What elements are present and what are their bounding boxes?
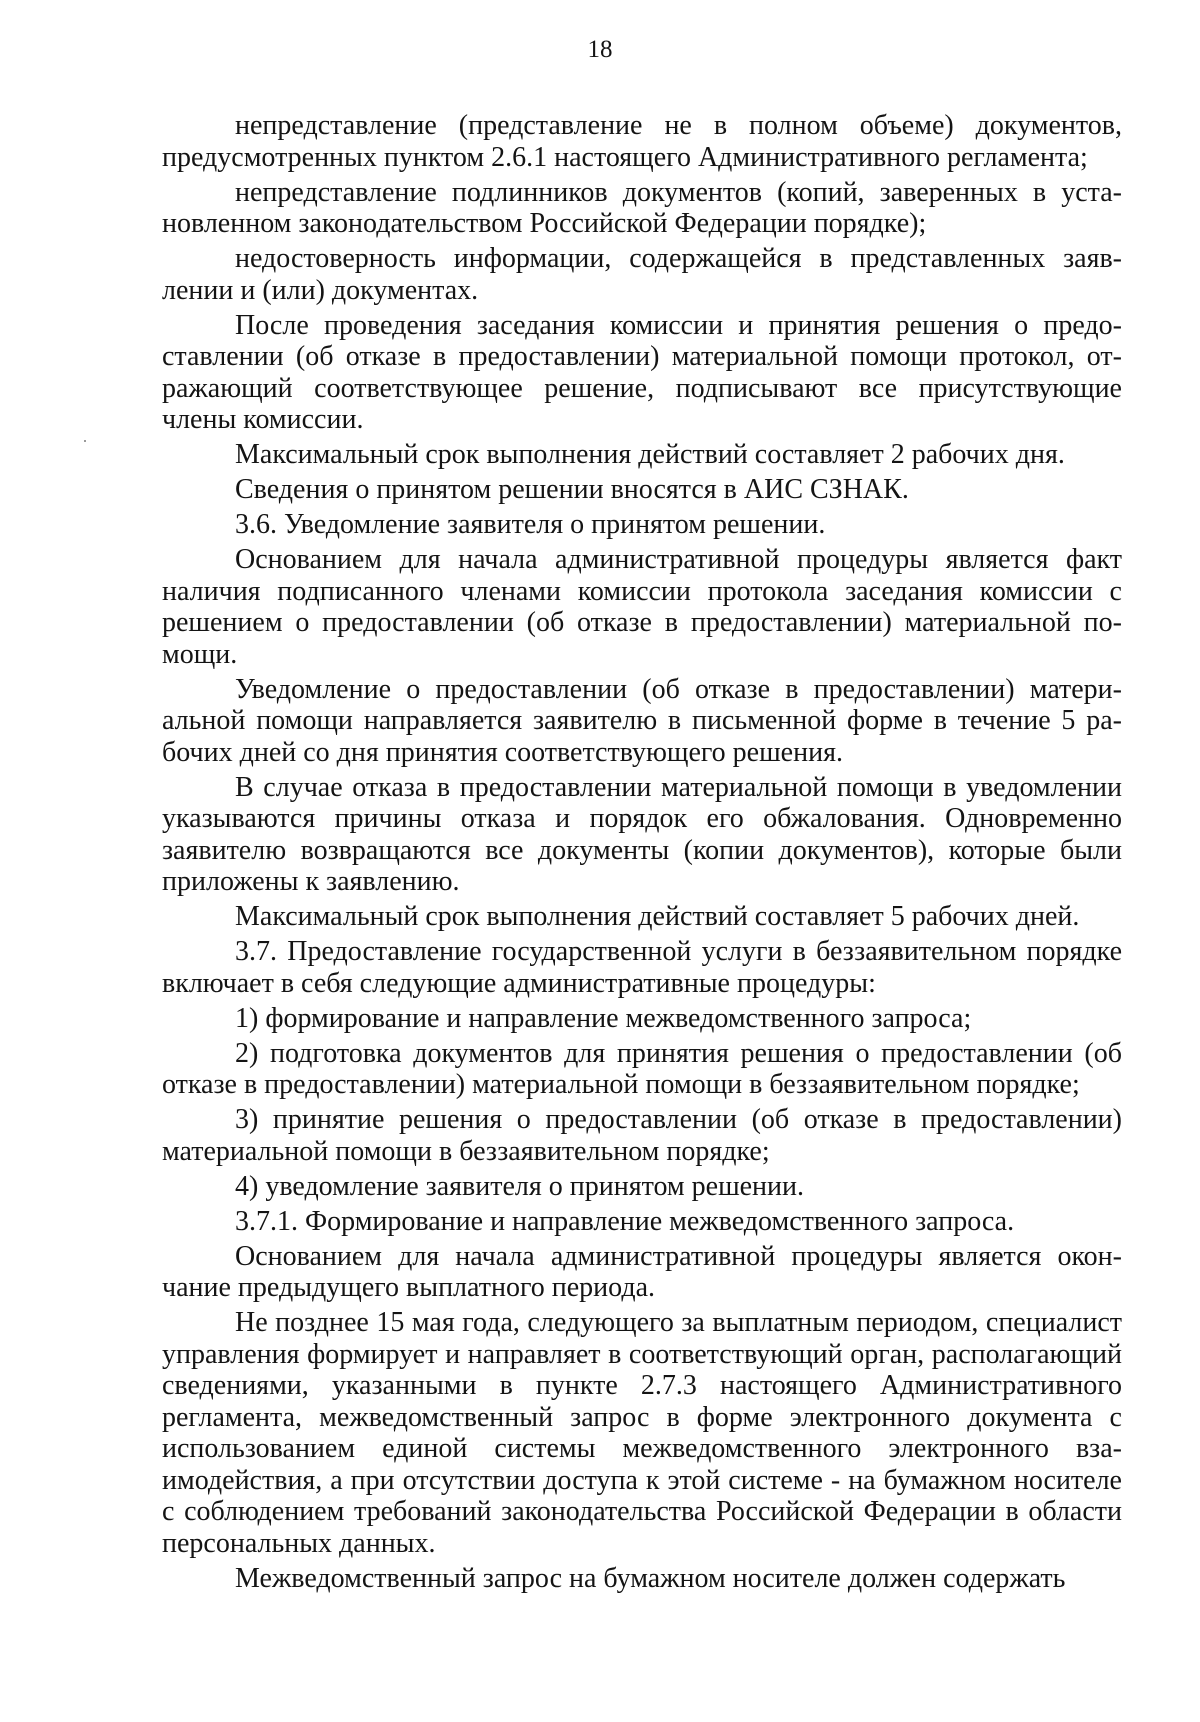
document-body bbox=[162, 110, 1122, 1598]
list-item: 3) принятие решения о предоставлении (об отказе в предоставлении) материальной помощи в беззаявительном порядке; bbox=[162, 1104, 1122, 1167]
paragraph: В случае отказа в предоставлении материальной помощи в уведомлении указываются причины отказа и порядок его обжалования. Одновременно заявителю возвращаются все документы (копии документов), которые были приложены к заявлению. bbox=[162, 771, 1122, 897]
paragraph: недостоверность информации, содержащейся в представленных заявлении и (или) документах. bbox=[162, 243, 1122, 306]
paragraph: Основанием для начала административной процедуры является факт наличия подписанного членами комиссии протокола заседания комиссии с решением о предоставлении (об отказе в предоставлении) материальной помощи. bbox=[162, 544, 1122, 670]
page-number: 18 bbox=[587, 36, 613, 63]
list-item: 4) уведомление заявителя о принятом решении. bbox=[235, 1170, 805, 1202]
paragraph: непредставление (представление не в полном объеме) документов, предусмотренных пунктом 2.6.1 настоящего Административного регламента; bbox=[162, 110, 1122, 173]
paragraph: Основанием для начала административной процедуры является окончание предыдущего выплатного периода. bbox=[162, 1240, 1122, 1303]
section-heading: 3.7.1. Формирование и направление межведомственного запроса. bbox=[235, 1205, 1015, 1237]
paragraph: непредставление подлинников документов (копий, заверенных в установленном законодательством Российской Федерации порядке); bbox=[162, 176, 1122, 239]
paragraph: Максимальный срок выполнения действий составляет 5 рабочих дней. bbox=[235, 901, 1080, 932]
paragraph: Уведомление о предоставлении (об отказе в предоставлении) материальной помощи направляется заявителю в письменной форме в течение 5 рабочих дней со дня принятия соответствующего решения. bbox=[162, 673, 1122, 768]
list-item: 1) формирование и направление межведомственного запроса; bbox=[235, 1002, 972, 1034]
paragraph: Не позднее 15 мая года, следующего за выплатным периодом, специалист управления формирует и направляет в соответствующий орган, располагающий сведениями, указанными в пункте 2.7.3 настоящего Административного регламента, межведомственный запрос в форме электронного документа с использованием единой системы межведомственного электронного взаимодействия, а при отсутствии доступа к этой системе - на бумажном носителе с соблюдением требований законодательства Российской Федерации в области персональных данных. bbox=[162, 1307, 1122, 1559]
section-heading: 3.7. Предоставление государственной услуги в беззаявительном порядке включает в себя следующие административные процедуры: bbox=[162, 936, 1122, 999]
scan-speck bbox=[84, 440, 86, 442]
paragraph: Сведения о принятом решении вносятся в АИС СЗНАК. bbox=[235, 474, 909, 505]
paragraph: После проведения заседания комиссии и принятия решения о предоставлении (об отказе в предоставлении) материальной помощи протокол, отражающий соответствующее решение, подписывают все присутствующие члены комиссии. bbox=[162, 309, 1122, 435]
paragraph: Межведомственный запрос на бумажном носителе должен содержать bbox=[235, 1562, 1066, 1594]
paragraph: Максимальный срок выполнения действий составляет 2 рабочих дня. bbox=[235, 439, 1065, 470]
list-item: 2) подготовка документов для принятия решения о предоставлении (об отказе в предоставлении) материальной помощи в беззаявительном порядке; bbox=[162, 1037, 1122, 1100]
section-heading: 3.6. Уведомление заявителя о принятом решении. bbox=[235, 509, 826, 540]
